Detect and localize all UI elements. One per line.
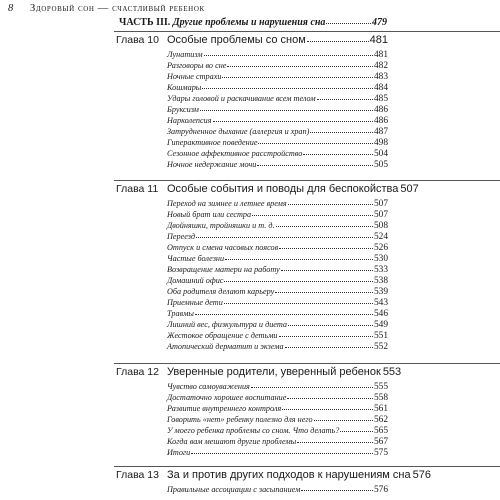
chapter-label: Глава 13: [116, 469, 159, 481]
entry-page: 498: [373, 138, 388, 148]
leader-dots: [258, 135, 372, 144]
entry-title: Итоги: [167, 448, 191, 457]
entry-title: Лишний вес, физкультура и диета: [167, 320, 287, 329]
chapter-page: 481: [369, 34, 388, 46]
entry-page: 487: [373, 127, 388, 137]
chapter-section: [0, 182, 500, 351]
leader-dots: [196, 229, 373, 238]
entry-list: [167, 483, 388, 494]
leader-dots: [191, 445, 373, 454]
entry-title: Лунатизм: [167, 50, 203, 59]
entry-page: 508: [373, 221, 388, 231]
part-page: 479: [372, 17, 387, 28]
leader-dots: [224, 295, 373, 304]
page-header: [8, 3, 492, 15]
entry-page: 575: [373, 448, 388, 458]
chapter-rule: [114, 466, 500, 467]
part-heading: [119, 16, 387, 29]
leader-dots: [287, 390, 373, 399]
entry-page: 562: [373, 415, 388, 425]
entry-title: Нарколепсия: [167, 116, 212, 125]
entry-title: Домашний офис: [167, 276, 224, 285]
part-title: Другие проблемы и нарушения сна: [172, 17, 326, 28]
entry-title: Приемные дети: [167, 298, 223, 307]
chapter-section: [0, 468, 500, 494]
chapter-title: Особые проблемы со сном: [167, 34, 306, 46]
leader-dots: [326, 15, 371, 24]
chapter-page: 553: [382, 366, 402, 378]
entry-title: Переход на зимнее и летнее время: [167, 199, 287, 208]
entry-title: Кошмары: [167, 83, 202, 92]
chapter-title-row: [167, 365, 402, 379]
entry-page: 558: [373, 393, 388, 403]
entry-title: Ночные страхи: [167, 72, 222, 81]
entry-title: Переезд: [167, 232, 196, 241]
leader-dots: [224, 273, 373, 282]
leader-dots: [227, 58, 373, 67]
entry-title: Когда вам мешают другие проблемы: [167, 437, 297, 446]
chapter-title-row: [167, 182, 419, 196]
toc-entry: [167, 340, 388, 351]
entry-page: 524: [373, 232, 388, 242]
chapter-section: [0, 365, 500, 457]
leader-dots: [281, 262, 373, 271]
leader-dots: [314, 412, 373, 421]
entry-list: [167, 197, 388, 351]
entry-page: 482: [373, 61, 388, 71]
chapter-rule: [114, 31, 500, 32]
entry-page: 565: [373, 426, 388, 436]
chapter-title: За и против других подходов к нарушениям сна: [167, 469, 411, 481]
entry-page: 538: [373, 276, 388, 286]
leader-dots: [285, 339, 373, 348]
entry-page: 539: [373, 287, 388, 297]
entry-title: Двойняшки, тройняшки и т. д.: [167, 221, 275, 230]
leader-dots: [303, 146, 373, 155]
part-label: ЧАСТЬ III.: [119, 17, 171, 28]
toc-entry: [167, 158, 388, 169]
entry-title: Гиперактивное поведение: [167, 138, 258, 147]
entry-title: Жестокое обращение с детьми: [167, 331, 278, 340]
entry-page: 484: [373, 83, 388, 93]
leader-dots: [200, 102, 373, 111]
entry-title: Бруксизм: [167, 105, 199, 114]
entry-title: Отпуск и смена часовых поясов: [167, 243, 279, 252]
leader-dots: [213, 113, 373, 122]
chapter-title-row: [167, 468, 431, 482]
entry-page: 530: [373, 254, 388, 264]
chapter-label: Глава 10: [116, 34, 159, 46]
entry-page: 549: [373, 320, 388, 330]
entry-page: 486: [373, 116, 388, 126]
leader-dots: [297, 434, 373, 443]
entry-page: 486: [373, 105, 388, 115]
entry-page: 543: [373, 298, 388, 308]
leader-dots: [276, 218, 373, 227]
entry-page: 483: [373, 72, 388, 82]
leader-dots: [252, 207, 373, 216]
entry-title: Развитие внутреннего контроля: [167, 404, 282, 413]
entry-page: 485: [373, 94, 388, 104]
entry-title: Сезонное аффективное расстройство: [167, 149, 303, 158]
running-head: Здоровый сон — счастливый ребенок: [30, 3, 205, 14]
leader-dots: [204, 47, 373, 56]
entry-page: 481: [373, 50, 388, 60]
entry-page: 507: [373, 199, 388, 209]
entry-title: Удары головой и раскачивание всем телом: [167, 94, 316, 103]
entry-title: Новый брат или сестра: [167, 210, 252, 219]
entry-title: Ночное недержание мочи: [167, 160, 257, 169]
entry-title: Травмы: [167, 309, 194, 318]
entry-page: 546: [373, 309, 388, 319]
entry-page: 567: [373, 437, 388, 447]
chapter-rule: [114, 180, 500, 181]
chapter-label: Глава 12: [116, 366, 159, 378]
leader-dots: [195, 306, 373, 315]
entry-page: 561: [373, 404, 388, 414]
entry-title: Затрудненное дыхание (аллергия и храп): [167, 127, 310, 136]
entry-title: У моего ребенка проблемы со сном. Что делать?: [167, 426, 340, 435]
entry-list: [167, 48, 388, 169]
toc-entry: [167, 446, 388, 457]
chapter-section: [0, 33, 500, 169]
chapter-title: Особые события и поводы для беспокойства: [167, 183, 399, 195]
entry-title: Говорить «нет» ребенку полезно для него: [167, 415, 313, 424]
chapter-title-row: [167, 33, 388, 47]
chapter-page: 576: [412, 469, 431, 481]
leader-dots: [275, 284, 373, 293]
entry-page: 504: [373, 149, 388, 159]
entry-title: Разговоры во сне: [167, 61, 227, 70]
entry-list: [167, 380, 388, 457]
leader-dots: [288, 317, 373, 326]
leader-dots: [301, 482, 373, 491]
entry-page: 533: [373, 265, 388, 275]
chapter-page: 507: [400, 183, 419, 195]
chapter-title: Уверенные родители, уверенный ребенок: [167, 366, 381, 378]
entry-page: 526: [373, 243, 388, 253]
entry-page: 505: [373, 160, 388, 170]
entry-page: 552: [373, 342, 388, 352]
leader-dots: [288, 196, 373, 205]
leader-dots: [282, 401, 373, 410]
entry-page: 555: [373, 382, 388, 392]
entry-title: Чувство самоуважения: [167, 382, 250, 391]
leader-dots: [310, 124, 373, 133]
entry-title: Правильные ассоциации с засыпанием: [167, 485, 301, 494]
chapter-rule: [114, 363, 500, 364]
entry-page: 576: [373, 485, 388, 495]
chapter-label: Глава 11: [116, 183, 159, 195]
entry-title: Оба родителя делают карьеру: [167, 287, 275, 296]
leader-dots: [225, 251, 373, 260]
entry-page: 551: [373, 331, 388, 341]
leader-dots: [317, 91, 373, 100]
entry-title: Частые болезни: [167, 254, 225, 263]
leader-dots: [279, 240, 373, 249]
leader-dots: [222, 69, 372, 78]
leader-dots: [202, 80, 373, 89]
leader-dots: [307, 33, 369, 42]
entry-title: Возвращение матери на работу: [167, 265, 280, 274]
entry-page: 507: [373, 210, 388, 220]
leader-dots: [279, 328, 373, 337]
leader-dots: [257, 157, 373, 166]
toc-entry: [167, 483, 388, 494]
leader-dots: [251, 379, 373, 388]
entry-title: Атопический дерматит и экзема: [167, 342, 284, 351]
page-number: 8: [8, 3, 14, 14]
leader-dots: [340, 423, 373, 432]
entry-title: Достаточно хорошее воспитание: [167, 393, 287, 402]
